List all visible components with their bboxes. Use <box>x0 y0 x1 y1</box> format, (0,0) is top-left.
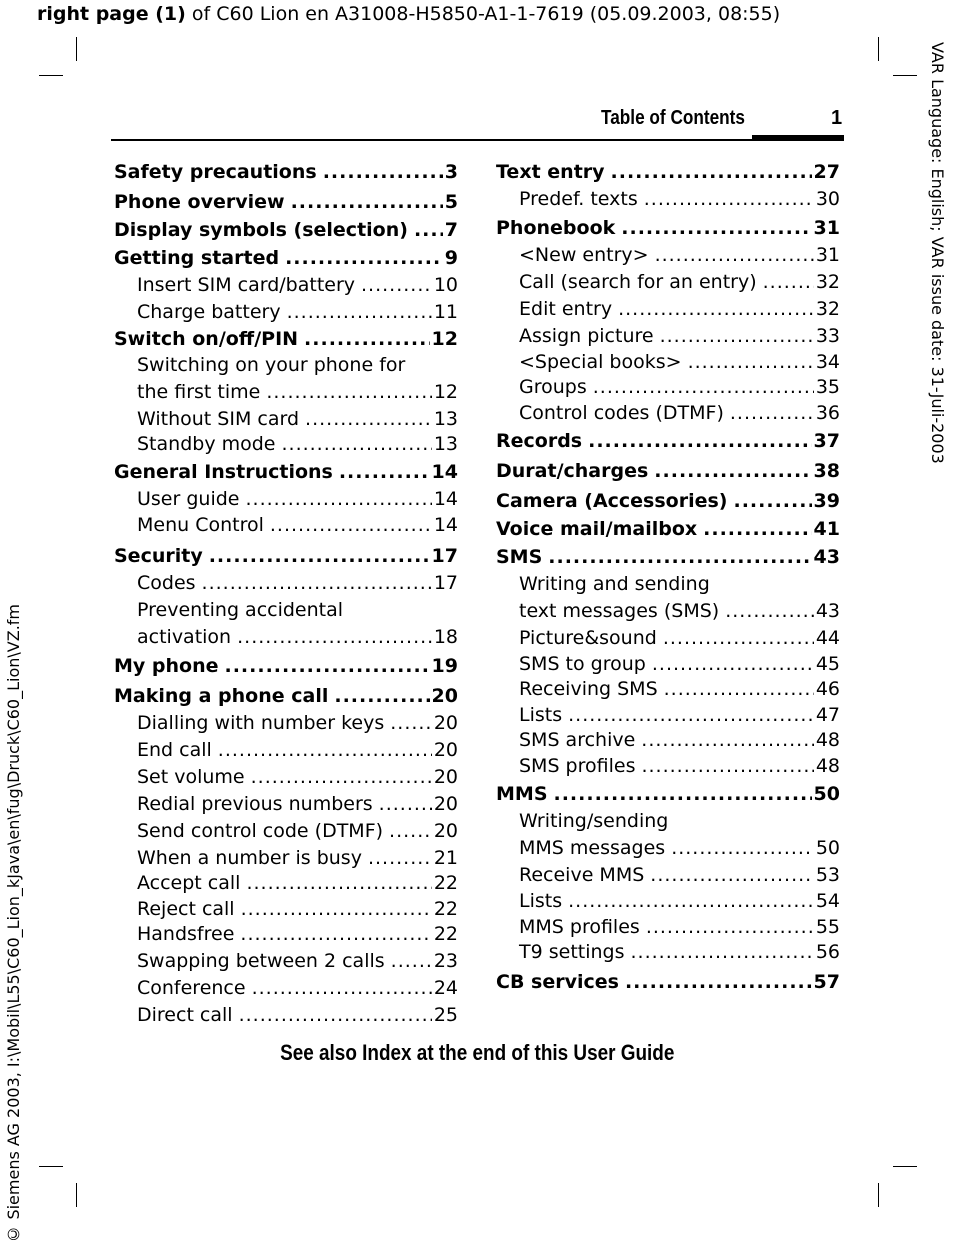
toc-entry-label: T9 settings <box>519 941 625 963</box>
toc-entry-label: Codes <box>137 572 196 594</box>
toc-entry-label: <Special books> <box>519 351 682 373</box>
toc-entry-label: SMS to group <box>519 653 646 675</box>
toc-subentry[interactable] <box>519 188 840 210</box>
toc-entry-label: SMS profiles <box>519 755 636 777</box>
toc-leader-dots <box>202 572 432 594</box>
toc-leader-dots <box>390 712 432 734</box>
toc-entry-label: Security <box>114 545 203 567</box>
toc-entry-label: MMS <box>496 783 548 805</box>
toc-entry-page: 20 <box>433 739 458 761</box>
toc-chapter-entry[interactable] <box>114 191 458 213</box>
toc-chapter-entry[interactable] <box>496 971 840 993</box>
toc-leader-dots <box>641 729 814 751</box>
toc-entry-label: Standby mode <box>137 433 276 455</box>
toc-entry-label: the first time <box>137 381 261 403</box>
toc-entry-page: 54 <box>815 890 840 912</box>
running-title: Table of Contents <box>601 107 745 129</box>
toc-leader-dots <box>655 244 814 266</box>
toc-entry-page: 55 <box>815 916 840 938</box>
toc-leader-dots <box>654 460 811 482</box>
toc-leader-dots <box>287 301 432 323</box>
toc-subentry[interactable] <box>519 678 840 700</box>
toc-entry-label: Receiving SMS <box>519 678 658 700</box>
toc-entry-page: 23 <box>433 950 458 972</box>
toc-subentry[interactable] <box>519 600 840 622</box>
toc-subentry[interactable] <box>519 244 840 266</box>
toc-subentry[interactable] <box>137 820 458 842</box>
toc-entry-label: Call (search for an entry) <box>519 271 757 293</box>
toc-leader-dots <box>725 600 814 622</box>
crop-mark <box>893 1166 917 1167</box>
side-note-left: © Siemens AG 2003, I:\Mobil\L55\C60_Lion_kJava\en\fug\Druck\C60_Lion\VZ.fm <box>4 604 23 1244</box>
toc-entry-page: 43 <box>815 600 840 622</box>
toc-leader-dots <box>285 247 443 269</box>
toc-entry-label: text messages (SMS) <box>519 600 720 622</box>
toc-leader-dots <box>239 1004 432 1026</box>
file-header <box>37 3 780 25</box>
toc-entry-label: Control codes (DTMF) <box>519 402 724 424</box>
toc-leader-dots <box>763 271 814 293</box>
toc-entry-page: 46 <box>815 678 840 700</box>
toc-entry-page: 22 <box>433 872 458 894</box>
toc-entry-page: 45 <box>815 653 840 675</box>
toc-subentry[interactable] <box>137 626 458 648</box>
toc-subentry[interactable] <box>137 433 458 455</box>
toc-chapter-entry[interactable] <box>496 430 840 452</box>
toc-chapter-entry[interactable] <box>114 545 458 567</box>
toc-subentry[interactable] <box>519 864 840 886</box>
toc-chapter-entry[interactable] <box>496 546 840 568</box>
toc-leader-dots <box>625 971 812 993</box>
toc-leader-dots <box>334 685 429 707</box>
toc-subentry[interactable] <box>137 872 458 894</box>
toc-entry-label: Conference <box>137 977 246 999</box>
toc-entry-label: MMS messages <box>519 837 666 859</box>
crop-mark <box>39 75 63 76</box>
toc-entry-page: 14 <box>433 514 458 536</box>
toc-entry-page: 57 <box>813 971 840 993</box>
toc-entry-page: 13 <box>433 433 458 455</box>
toc-entry-label: Menu Control <box>137 514 264 536</box>
toc-leader-dots <box>663 627 814 649</box>
toc-entry-page: 9 <box>444 247 458 269</box>
toc-leader-dots <box>650 864 814 886</box>
toc-entry-label: Predef. texts <box>519 188 638 210</box>
toc-subentry[interactable] <box>137 488 458 510</box>
toc-entry-label: Display symbols (selection) <box>114 219 408 241</box>
toc-subentry[interactable] <box>519 890 840 912</box>
toc-entry-label: Redial previous numbers <box>137 793 373 815</box>
toc-entry-label: Assign picture <box>519 325 654 347</box>
toc-entry-label: When a number is busy <box>137 847 362 869</box>
toc-leader-dots <box>646 916 814 938</box>
toc-entry-label: Making a phone call <box>114 685 329 707</box>
header-rule-tab <box>752 135 844 141</box>
toc-entry-page: 44 <box>815 627 840 649</box>
toc-leader-dots <box>414 219 443 241</box>
toc-entry-label: Getting started <box>114 247 280 269</box>
toc-chapter-entry[interactable] <box>114 461 458 483</box>
toc-leader-dots <box>644 188 814 210</box>
toc-entry-page: 7 <box>444 219 458 241</box>
toc-subentry[interactable] <box>137 739 458 761</box>
toc-entry-label: Without SIM card <box>137 408 300 430</box>
crop-mark <box>878 37 879 61</box>
toc-entry-page: 14 <box>431 461 458 483</box>
toc-entry-page: 19 <box>431 655 458 677</box>
toc-entry-page: 48 <box>815 755 840 777</box>
footer-note <box>0 1040 954 1066</box>
toc-leader-dots <box>237 626 432 648</box>
toc-leader-dots <box>361 274 432 296</box>
toc-chapter-entry[interactable] <box>114 685 458 707</box>
toc-entry-page: 50 <box>815 837 840 859</box>
toc-subentry[interactable] <box>519 271 840 293</box>
toc-entry-label: Edit entry <box>519 298 613 320</box>
toc-chapter-entry[interactable] <box>496 783 840 805</box>
toc-entry-page: 27 <box>813 161 840 183</box>
toc-leader-dots <box>703 518 811 540</box>
toc-subentry[interactable] <box>137 847 458 869</box>
toc-entry-label: Direct call <box>137 1004 233 1026</box>
toc-entry-label: Dialling with number keys <box>137 712 385 734</box>
toc-entry-label: User guide <box>137 488 240 510</box>
toc-entry-page: 13 <box>433 408 458 430</box>
toc-leader-dots <box>368 847 432 869</box>
toc-subentry[interactable] <box>137 514 458 536</box>
toc-leader-dots <box>270 514 432 536</box>
toc-entry-page: 38 <box>813 460 840 482</box>
toc-leader-dots <box>241 898 432 920</box>
crop-mark <box>76 1183 77 1207</box>
toc-entry-page: 17 <box>433 572 458 594</box>
toc-chapter-entry[interactable] <box>114 161 458 183</box>
toc-entry-page: 3 <box>444 161 458 183</box>
toc-leader-dots <box>641 755 813 777</box>
toc-entry-label: Phonebook <box>496 217 616 239</box>
toc-entry-page: 12 <box>431 328 458 350</box>
toc-subentry[interactable] <box>137 1004 458 1026</box>
toc-chapter-entry[interactable] <box>114 655 458 677</box>
toc-subentry[interactable] <box>137 898 458 920</box>
toc-entry-page: 20 <box>433 712 458 734</box>
toc-subentry[interactable] <box>519 376 840 398</box>
toc-entry-label: Safety precautions <box>114 161 317 183</box>
toc-entry-page: 53 <box>815 864 840 886</box>
toc-entry-page: 48 <box>815 729 840 751</box>
toc-leader-dots <box>218 739 432 761</box>
toc-entry-label: activation <box>137 626 232 648</box>
toc-leader-dots <box>240 923 431 945</box>
toc-entry-page: 47 <box>815 704 840 726</box>
toc-entry-label: Phone overview <box>114 191 285 213</box>
toc-entry-page: 21 <box>433 847 458 869</box>
toc-entry-page: 41 <box>813 518 840 540</box>
crop-mark <box>39 1166 63 1167</box>
toc-entry-label: CB services <box>496 971 619 993</box>
toc-leader-dots <box>389 820 432 842</box>
toc-leader-dots <box>391 950 432 972</box>
toc-subentry[interactable] <box>137 274 458 296</box>
toc-entry-wrapline: Writing/sending <box>519 810 669 832</box>
toc-entry-page: 22 <box>433 923 458 945</box>
toc-subentry[interactable] <box>519 627 840 649</box>
crop-mark <box>76 37 77 61</box>
toc-entry-page: 31 <box>815 244 840 266</box>
toc-chapter-entry[interactable] <box>496 217 840 239</box>
toc-entry-label: Reject call <box>137 898 235 920</box>
toc-leader-dots <box>304 328 430 350</box>
footer-note-text: See also Index at the end of this User Guide <box>279 1040 675 1065</box>
toc-leader-dots <box>652 653 814 675</box>
toc-subentry[interactable] <box>137 301 458 323</box>
toc-leader-dots <box>618 298 814 320</box>
toc-entry-label: Set volume <box>137 766 245 788</box>
toc-entry-page: 31 <box>813 217 840 239</box>
toc-entry-page: 37 <box>813 430 840 452</box>
toc-entry-page: 12 <box>433 381 458 403</box>
toc-leader-dots <box>209 545 430 567</box>
file-header-rest: of C60 Lion en A31008-H5850-A1-1-7619 (05.09.2003, 08:55) <box>185 3 781 25</box>
toc-leader-dots <box>568 890 814 912</box>
toc-entry-page: 14 <box>433 488 458 510</box>
toc-chapter-entry[interactable] <box>496 161 840 183</box>
toc-leader-dots <box>660 325 814 347</box>
toc-leader-dots <box>245 488 431 510</box>
page-number: 1 <box>831 107 843 129</box>
toc-leader-dots <box>611 161 812 183</box>
toc-leader-dots <box>281 433 431 455</box>
toc-entry-page: 39 <box>813 490 840 512</box>
toc-chapter-entry[interactable] <box>496 460 840 482</box>
toc-entry-page: 20 <box>433 766 458 788</box>
toc-leader-dots <box>379 793 432 815</box>
toc-entry-page: 43 <box>813 546 840 568</box>
toc-entry-label: End call <box>137 739 212 761</box>
toc-entry-page: 20 <box>431 685 458 707</box>
toc-entry-wrapline: Switching on your phone for <box>137 354 406 376</box>
toc-entry-page: 30 <box>815 188 840 210</box>
side-note-right: VAR Language: English; VAR issue date: 31-Juli-2003 <box>928 42 947 464</box>
toc-subentry[interactable] <box>137 572 458 594</box>
crop-mark <box>878 1183 879 1207</box>
toc-leader-dots <box>588 430 811 452</box>
toc-entry-label: Records <box>496 430 583 452</box>
toc-leader-dots <box>252 977 432 999</box>
toc-chapter-entry[interactable] <box>114 219 458 241</box>
toc-subentry[interactable] <box>519 755 840 777</box>
toc-chapter-entry[interactable] <box>114 247 458 269</box>
toc-entry-page: 24 <box>433 977 458 999</box>
toc-entry-page: 20 <box>433 820 458 842</box>
toc-subentry[interactable] <box>137 408 458 430</box>
toc-subentry[interactable] <box>519 402 840 424</box>
toc-entry-label: <New entry> <box>519 244 649 266</box>
toc-entry-wrapline: Writing and sending <box>519 573 710 595</box>
file-header-bold: right page (1) <box>37 3 186 25</box>
toc-subentry[interactable] <box>519 351 840 373</box>
toc-chapter-entry[interactable] <box>496 518 840 540</box>
toc-chapter-entry[interactable] <box>496 490 840 512</box>
toc-leader-dots <box>548 546 811 568</box>
toc-leader-dots <box>631 941 814 963</box>
toc-entry-page: 33 <box>815 325 840 347</box>
toc-entry-page: 17 <box>431 545 458 567</box>
toc-entry-page: 25 <box>433 1004 458 1026</box>
toc-leader-dots <box>225 655 430 677</box>
toc-leader-dots <box>671 837 814 859</box>
toc-leader-dots <box>664 678 814 700</box>
toc-leader-dots <box>593 376 814 398</box>
toc-entry-label: MMS profiles <box>519 916 640 938</box>
toc-entry-label: Durat/charges <box>496 460 649 482</box>
toc-chapter-entry[interactable] <box>114 328 458 350</box>
toc-entry-page: 56 <box>815 941 840 963</box>
toc-entry-page: 50 <box>813 783 840 805</box>
toc-leader-dots <box>246 872 431 894</box>
toc-leader-dots <box>554 783 812 805</box>
toc-leader-dots <box>266 381 431 403</box>
toc-entry-label: Accept call <box>137 872 241 894</box>
toc-subentry[interactable] <box>519 916 840 938</box>
toc-leader-dots <box>339 461 430 483</box>
toc-subentry[interactable] <box>519 729 840 751</box>
toc-entry-label: Swapping between 2 calls <box>137 950 385 972</box>
toc-leader-dots <box>251 766 432 788</box>
toc-leader-dots <box>323 161 443 183</box>
toc-entry-label: Receive MMS <box>519 864 645 886</box>
toc-entry-label: Insert SIM card/battery <box>137 274 356 296</box>
toc-subentry[interactable] <box>519 704 840 726</box>
toc-entry-label: General Instructions <box>114 461 333 483</box>
toc-leader-dots <box>688 351 814 373</box>
toc-subentry[interactable] <box>519 941 840 963</box>
toc-entry-label: Handsfree <box>137 923 235 945</box>
toc-entry-label: Text entry <box>496 161 605 183</box>
toc-entry-label: Picture&sound <box>519 627 657 649</box>
toc-entry-page: 35 <box>815 376 840 398</box>
toc-entry-label: Charge battery <box>137 301 281 323</box>
toc-entry-label: SMS <box>496 546 543 568</box>
toc-subentry[interactable] <box>137 977 458 999</box>
toc-subentry[interactable] <box>137 923 458 945</box>
toc-entry-label: Camera (Accessories) <box>496 490 728 512</box>
toc-entry-page: 22 <box>433 898 458 920</box>
toc-entry-label: Voice mail/mailbox <box>496 518 698 540</box>
toc-subentry[interactable] <box>519 653 840 675</box>
toc-entry-page: 5 <box>444 191 458 213</box>
toc-entry-label: Send control code (DTMF) <box>137 820 384 842</box>
toc-entry-page: 34 <box>815 351 840 373</box>
toc-subentry[interactable] <box>519 298 840 320</box>
toc-entry-page: 20 <box>433 793 458 815</box>
crop-mark <box>893 75 917 76</box>
toc-entry-wrapline: Preventing accidental <box>137 599 344 621</box>
toc-entry-page: 32 <box>815 298 840 320</box>
toc-leader-dots <box>734 490 812 512</box>
toc-entry-page: 10 <box>433 274 458 296</box>
toc-entry-label: Switch on/off/PIN <box>114 328 299 350</box>
toc-entry-page: 11 <box>433 301 458 323</box>
toc-entry-page: 18 <box>433 626 458 648</box>
toc-leader-dots <box>291 191 443 213</box>
toc-subentry[interactable] <box>137 381 458 403</box>
toc-leader-dots <box>568 704 814 726</box>
toc-entry-page: 32 <box>815 271 840 293</box>
toc-entry-label: Lists <box>519 704 563 726</box>
toc-subentry[interactable] <box>519 837 840 859</box>
header-rule <box>111 139 844 141</box>
toc-subentry[interactable] <box>137 766 458 788</box>
toc-leader-dots <box>621 217 811 239</box>
toc-entry-label: SMS archive <box>519 729 636 751</box>
toc-subentry[interactable] <box>519 325 840 347</box>
toc-entry-label: Lists <box>519 890 563 912</box>
toc-entry-page: 36 <box>815 402 840 424</box>
toc-leader-dots <box>305 408 432 430</box>
toc-subentry[interactable] <box>137 950 458 972</box>
toc-leader-dots <box>730 402 814 424</box>
toc-subentry[interactable] <box>137 793 458 815</box>
toc-entry-label: Groups <box>519 376 587 398</box>
toc-subentry[interactable] <box>137 712 458 734</box>
toc-entry-label: My phone <box>114 655 219 677</box>
